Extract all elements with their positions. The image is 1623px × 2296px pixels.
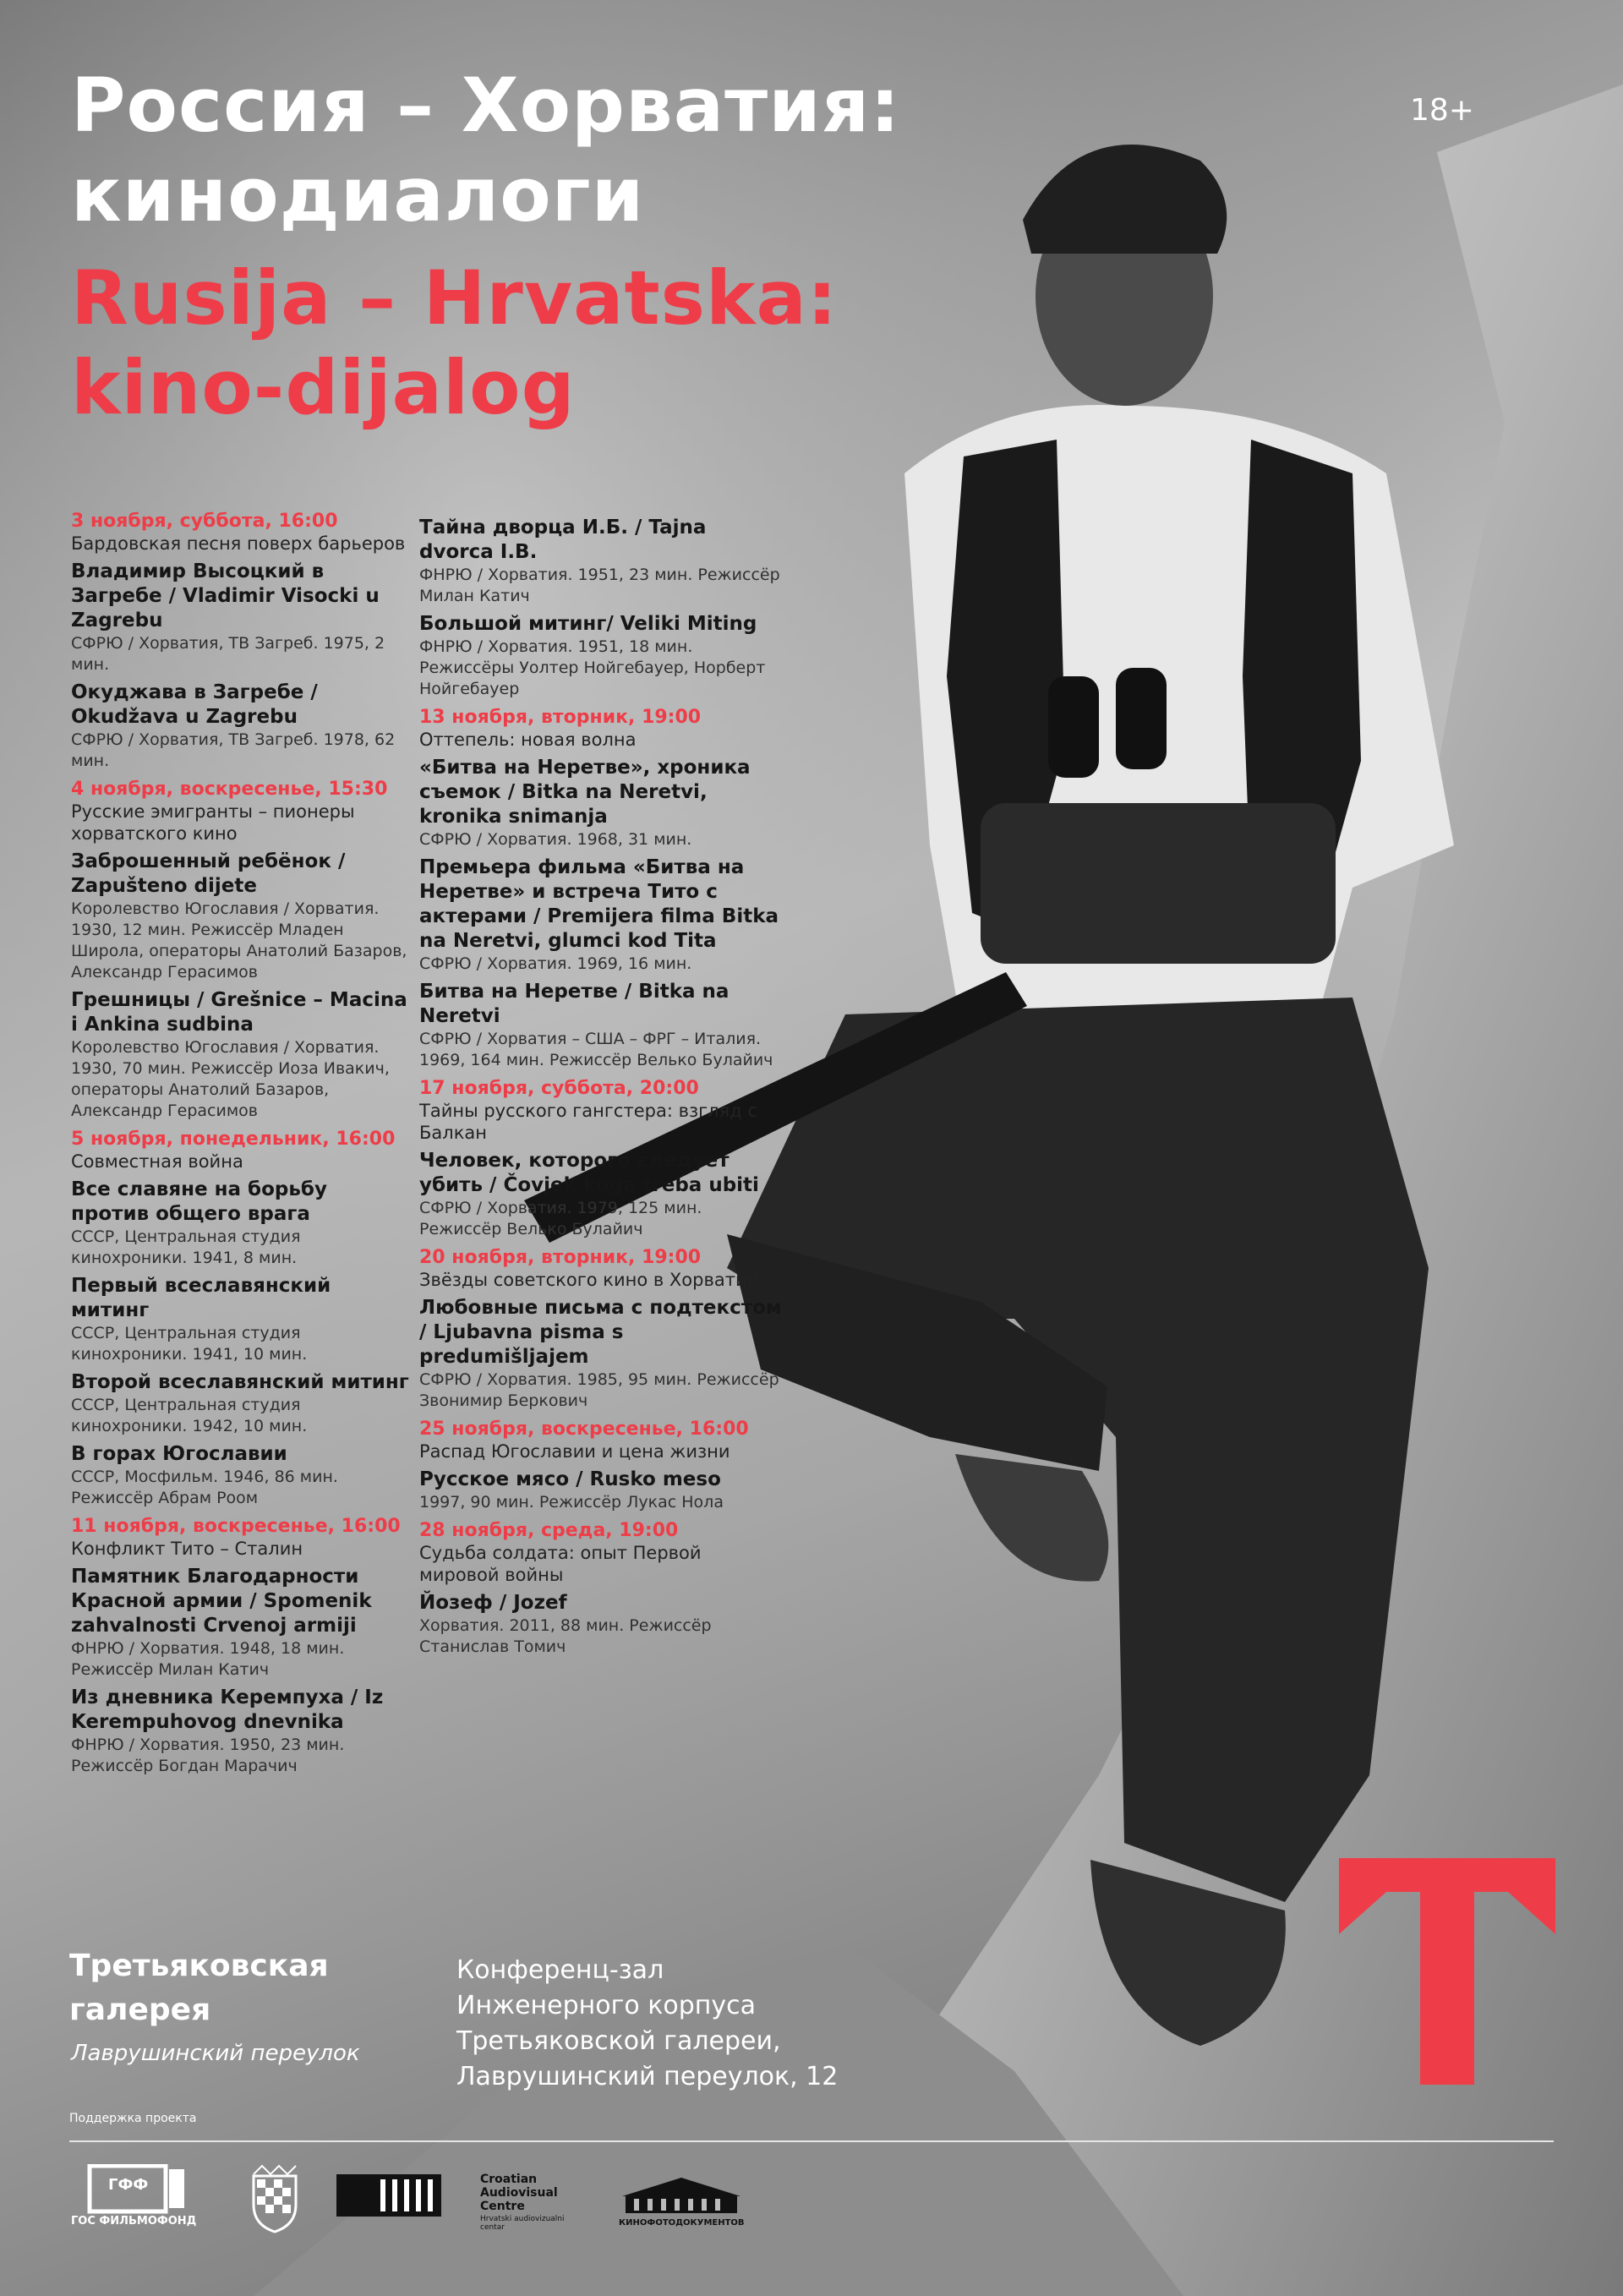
rgakfd-text: КИНОФОТОДОКУМЕНТОВ bbox=[619, 2218, 745, 2228]
support-label: Поддержка проекта bbox=[69, 2112, 197, 2125]
event-date: 3 ноября, суббота, 16:00 bbox=[71, 511, 338, 532]
rgakfd-building-icon bbox=[605, 2171, 757, 2222]
event-theme: Совместная война bbox=[71, 1151, 243, 1172]
program-event bbox=[419, 516, 783, 700]
program-event bbox=[71, 1129, 409, 1509]
program-event bbox=[71, 511, 409, 772]
film-title: Заброшенный ребёнок / Zapušteno dijete bbox=[71, 850, 346, 897]
film-title: Любовные письма с подтекстом / Ljubavna pisma s predumišljajem bbox=[419, 1297, 782, 1368]
event-theme: Бардовская песня поверх барьеров bbox=[71, 533, 406, 554]
film-info: Хорватия. 2011, 88 мин. Режиссёр Станислав Томич bbox=[419, 1616, 712, 1656]
event-date: 20 ноября, вторник, 19:00 bbox=[419, 1247, 702, 1268]
film-title: Русское мясо / Rusko meso bbox=[419, 1468, 721, 1490]
film-title: Грешницы / Grešnice – Macina i Ankina sudbina bbox=[71, 989, 407, 1036]
film-title: «Битва на Неретве», хроника съемок / Bitka na Neretvi, kronika snimanja bbox=[419, 757, 751, 828]
event-theme: Звёзды советского кино в Хорватии bbox=[419, 1270, 759, 1290]
film-info: СФРЮ / Хорватия. 1979, 125 мин. Режиссёр Велько Булайич bbox=[419, 1199, 702, 1238]
event-date: 5 ноября, понедельник, 16:00 bbox=[71, 1129, 396, 1150]
title-croatian: Rusija – Hrvatska: kino-dijalog bbox=[71, 254, 839, 431]
program-event bbox=[71, 779, 409, 1122]
gosfilmofond-logo bbox=[71, 2164, 197, 2232]
rgakfd-logo bbox=[605, 2164, 757, 2232]
film-info: СФРЮ / Хорватия, ТВ Загреб. 1978, 62 мин. bbox=[71, 730, 396, 770]
event-date: 25 ноября, воскресенье, 16:00 bbox=[419, 1419, 749, 1440]
film-info: СССР, Центральная студия кинохроники. 1941, 8 мин. bbox=[71, 1227, 301, 1267]
title-russian: Россия – Хорватия: кинодиалоги bbox=[71, 62, 901, 238]
barcode-logo-icon bbox=[336, 2174, 441, 2225]
program-middle-column bbox=[419, 511, 783, 1665]
film-title: Памятник Благодарности Красной армии / Spomenik zahvalnosti Crvenoj armiji bbox=[71, 1566, 372, 1637]
film-info: СФРЮ / Хорватия. 1968, 31 мин. bbox=[419, 830, 692, 849]
event-theme: Тайны русского гангстера: взгляд с Балкан bbox=[419, 1101, 757, 1143]
film-info: СССР, Центральная студия кинохроники. 1942, 10 мин. bbox=[71, 1396, 308, 1435]
film-title: Владимир Высоцкий в Загребе / Vladimir Visocki u Zagrebu bbox=[71, 560, 380, 631]
film-title: Большой митинг/ Veliki Miting bbox=[419, 613, 757, 635]
venue-address: Конференц-зал Инженерного корпуса Третьяковской галереи, Лаврушинский переулок, 12 bbox=[456, 1955, 839, 2091]
event-date: 4 ноября, воскресенье, 15:30 bbox=[71, 779, 388, 800]
film-info: СФРЮ / Хорватия – США – ФРГ – Италия. 1969, 164 мин. Режиссёр Велько Булайич bbox=[419, 1030, 773, 1069]
film-info: ФНРЮ / Хорватия. 1950, 23 мин. Режиссёр Богдан Марачич bbox=[71, 1736, 345, 1775]
film-info: Королевство Югославия / Хорватия. 1930, 12 мин. Режиссёр Младен Широла, операторы Анатолий Базаров, Александр Герасимов bbox=[71, 899, 407, 981]
film-title: В горах Югославии bbox=[71, 1443, 287, 1465]
croatian-av-centre-text: Croatian Audiovisual Centre bbox=[480, 2173, 558, 2213]
age-rating: 18+ bbox=[1410, 93, 1474, 128]
event-date: 17 ноября, суббота, 20:00 bbox=[419, 1078, 699, 1099]
tretyakov-logo-icon bbox=[1339, 1858, 1555, 2085]
croatian-av-centre-logo bbox=[480, 2164, 582, 2232]
film-title: Из дневника Керемпуха / Iz Kerempuhovog dnevnika bbox=[71, 1686, 384, 1733]
film-info: ФНРЮ / Хорватия. 1951, 23 мин. Режиссёр Милан Катич bbox=[419, 566, 780, 605]
film-info: ФНРЮ / Хорватия. 1951, 18 мин. Режиссёры Уолтер Нойгебауер, Норберт Нойгебауер bbox=[419, 637, 766, 698]
event-date: 28 ноября, среда, 19:00 bbox=[419, 1520, 679, 1541]
gosfilmofond-text: ГОС ФИЛЬМОФОНД bbox=[71, 2215, 197, 2228]
croatian-av-centre-subtext: Hrvatski audiovizualni centar bbox=[480, 2215, 565, 2232]
program-event bbox=[419, 1419, 783, 1513]
film-info: СФРЮ / Хорватия, ТВ Загреб. 1975, 2 мин. bbox=[71, 634, 385, 674]
film-info: Королевство Югославия / Хорватия. 1930, 70 мин. Режиссёр Иоза Ивакич, операторы Анатолий Базаров, Александр Герасимов bbox=[71, 1038, 390, 1120]
film-info: СССР, Центральная студия кинохроники. 1941, 10 мин. bbox=[71, 1324, 308, 1364]
film-title: Битва на Неретве / Bitka na Neretvi bbox=[419, 981, 730, 1027]
program-left-column bbox=[71, 511, 409, 1784]
film-info: СФРЮ / Хорватия. 1985, 95 мин. Режиссёр Звонимир Беркович bbox=[419, 1370, 779, 1410]
event-theme: Оттепель: новая волна bbox=[419, 730, 637, 750]
film-info: СФРЮ / Хорватия. 1969, 16 мин. bbox=[419, 954, 692, 973]
program-event bbox=[419, 1520, 783, 1658]
event-theme: Русские эмигранты – пионеры хорватского кино bbox=[71, 801, 355, 844]
film-title: Человек, которого следует убить / Čovjek koga treba ubiti bbox=[419, 1150, 759, 1196]
film-title: Все славяне на борьбу против общего врага bbox=[71, 1178, 327, 1225]
film-info: ФНРЮ / Хорватия. 1948, 18 мин. Режиссёр Милан Катич bbox=[71, 1639, 345, 1679]
croatia-coat-of-arms-icon bbox=[245, 2164, 304, 2235]
film-title: Премьера фильма «Битва на Неретве» и встреча Тито с актерами / Premijera filma Bitka na Neretvi, glumci kod Tita bbox=[419, 856, 779, 952]
film-title: Первый всеславянский митинг bbox=[71, 1275, 331, 1321]
barcode-logo bbox=[336, 2164, 441, 2232]
program-event bbox=[419, 1078, 783, 1240]
event-theme: Конфликт Тито – Сталин bbox=[71, 1539, 303, 1559]
film-title: Окуджава в Загребе / Okudžava u Zagrebu bbox=[71, 681, 318, 728]
footer-divider bbox=[69, 2140, 1554, 2142]
event-theme: Судьба солдата: опыт Первой мировой войны bbox=[419, 1543, 702, 1585]
program-event bbox=[419, 707, 783, 1071]
program-event bbox=[71, 1516, 409, 1777]
gff-text: ГФФ bbox=[108, 2176, 149, 2194]
film-title: Йозеф / Jozef bbox=[419, 1592, 567, 1614]
film-info: 1997, 90 мин. Режиссёр Лукас Нола bbox=[419, 1493, 724, 1512]
gallery-name: Третьяковская галерея bbox=[69, 1949, 329, 2027]
croatia-coat-of-arms bbox=[245, 2164, 304, 2232]
film-info: СССР, Мосфильм. 1946, 86 мин. Режиссёр Абрам Роом bbox=[71, 1468, 338, 1507]
program-event bbox=[419, 1247, 783, 1412]
film-title: Второй всеславянский митинг bbox=[71, 1371, 409, 1393]
gallery-address: Лаврушинский переулок bbox=[71, 2041, 360, 2066]
event-date: 11 ноября, воскресенье, 16:00 bbox=[71, 1516, 401, 1537]
event-date: 13 ноября, вторник, 19:00 bbox=[419, 707, 702, 728]
event-theme: Распад Югославии и цена жизни bbox=[419, 1441, 730, 1462]
film-title: Тайна дворца И.Б. / Tajna dvorca I.B. bbox=[419, 517, 707, 563]
